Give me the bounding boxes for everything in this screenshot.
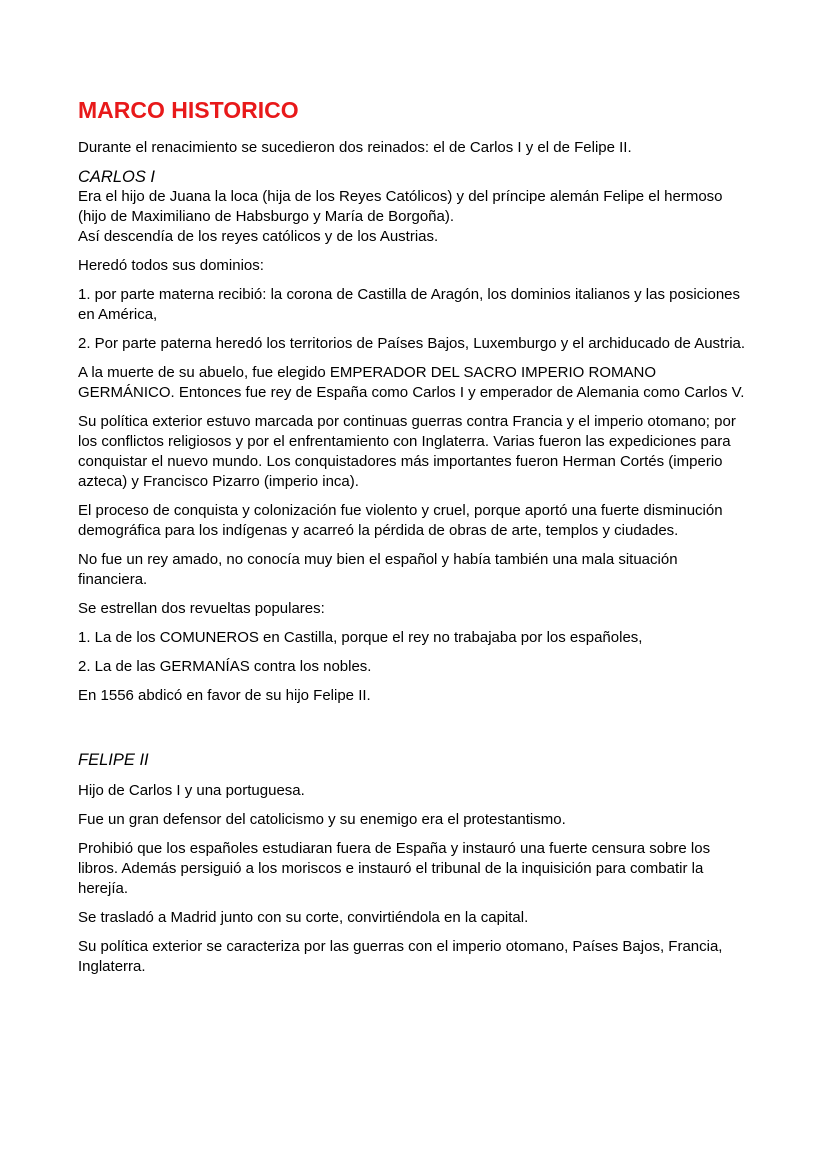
felipe-paragraph-1: Hijo de Carlos I y una portuguesa. (78, 782, 305, 799)
felipe-paragraph-2: Fue un gran defensor del catolicismo y su enemigo era el protestantismo. (78, 811, 566, 828)
felipe-paragraph-3: Prohibió que los españoles estudiaran fuera de España y instauró una fuerte censura sobre los libros. Además persiguió a los moriscos e instauró el tribunal de la inquisición para combatir la herejía. (78, 840, 711, 897)
carlos-paragraph-3: 1. por parte materna recibió: la corona de Castilla de Aragón, los dominios italianos y las posiciones en América, (78, 286, 741, 323)
section-spacer (78, 715, 746, 750)
felipe-paragraph-4: Se trasladó a Madrid junto con su corte, convirtiéndola en la capital. (78, 909, 529, 926)
carlos-paragraph-10: 1. La de los COMUNEROS en Castilla, porque el rey no trabajaba por los españoles, (78, 629, 643, 646)
carlos-paragraph-1b: Así descendía de los reyes católicos y de los Austrias. (78, 228, 439, 245)
carlos-paragraph-1: Era el hijo de Juana la loca (hija de los Reyes Católicos) y del príncipe alemán Felipe el hermoso (hijo de Maximiliano de Habsburgo y María de Borgoña). (78, 188, 723, 225)
section-heading-carlos: CARLOS I (78, 168, 156, 186)
section-heading-felipe: FELIPE II (78, 751, 149, 769)
carlos-paragraph-8: No fue un rey amado, no conocía muy bien el español y había también una mala situación financiera. (78, 551, 678, 588)
carlos-paragraph-2: Heredó todos sus dominios: (78, 257, 264, 274)
page-title: MARCO HISTORICO (78, 97, 299, 123)
carlos-paragraph-11: 2. La de las GERMANÍAS contra los nobles. (78, 658, 372, 675)
carlos-paragraph-9: Se estrellan dos revueltas populares: (78, 600, 325, 617)
carlos-paragraph-5: A la muerte de su abuelo, fue elegido EMPERADOR DEL SACRO IMPERIO ROMANO GERMÁNICO. Entonces fue rey de España como Carlos I y emperador de Alemania como Carlos V. (78, 364, 745, 401)
carlos-paragraph-4: 2. Por parte paterna heredó los territorios de Países Bajos, Luxemburgo y el archiducado de Austria. (78, 335, 746, 352)
carlos-paragraph-7: El proceso de conquista y colonización fue violento y cruel, porque aportó una fuerte disminución demográfica para los indígenas y acarreó la pérdida de obras de arte, templos y ciudades. (78, 502, 723, 539)
intro-paragraph: Durante el renacimiento se sucedieron dos reinados: el de Carlos I y el de Felipe II. (78, 139, 632, 156)
felipe-paragraph-5: Su política exterior se caracteriza por las guerras con el imperio otomano, Países Bajos, Francia, Inglaterra. (78, 938, 723, 975)
carlos-paragraph-6: Su política exterior estuvo marcada por continuas guerras contra Francia y el imperio otomano; por los conflictos religiosos y por el enfrentamiento con Inglaterra. Varias fueron las expediciones para conquistar el nuevo mundo. Los conquistadores más importantes fueron Herman Cortés (imperio azteca) y Francisco Pizarro (imperio inca). (78, 413, 736, 490)
document-page (78, 95, 746, 986)
carlos-paragraph-12: En 1556 abdicó en favor de su hijo Felipe II. (78, 687, 371, 704)
